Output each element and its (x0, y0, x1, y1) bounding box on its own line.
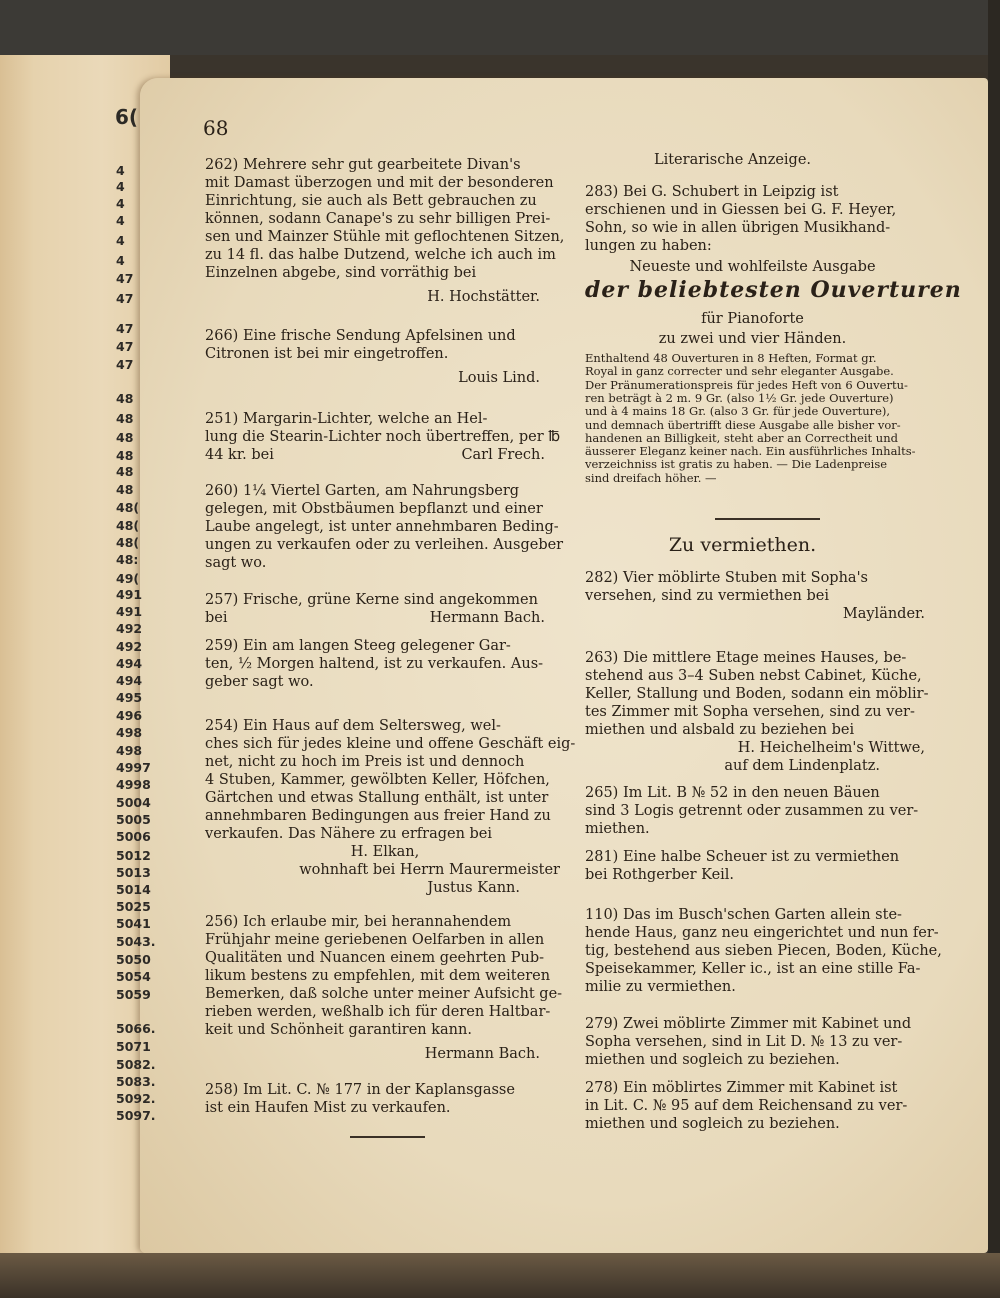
ad-title-line: zu zwei und vier Händen. (658, 331, 847, 347)
left-page-entry-number: 4998 (116, 777, 151, 792)
scan-background (0, 0, 1000, 55)
ad-signature: Mayländer. (842, 606, 925, 622)
left-page-entry-number: 498 (116, 725, 143, 740)
ad-text-line: Speisekammer, Keller ic., ist an eine stille Fa- (585, 961, 921, 977)
ad-small-text-line: sind dreifach höher. — (585, 470, 717, 485)
ad-text-line: milie zu vermiethen. (585, 979, 736, 995)
ad-title-line: für Pianoforte (701, 311, 804, 327)
left-page-entry-number: 5043. (116, 934, 156, 949)
ad-text-line: miethen und sogleich zu beziehen. (585, 1116, 840, 1132)
left-page-entry-number: 5059 (116, 987, 151, 1002)
ad-small-text-line: verzeichniss ist gratis zu haben. — Die Ladenpreise (585, 457, 888, 472)
ad-text-line: in Lit. C. № 95 auf dem Reichensand zu ver- (585, 1098, 908, 1114)
ad-text-line: ungen zu verkaufen oder zu verleihen. Ausgeber (205, 537, 564, 553)
ad-text-line: bei Rothgerber Keil. (585, 867, 735, 883)
ad-small-text-line: Royal in ganz correcter und sehr eleganter Ausgabe. (585, 364, 894, 379)
left-page-entry-number: 5025 (116, 899, 151, 914)
left-page-entry-number: 5083. (116, 1074, 156, 1089)
ad-text-line: erschienen und in Giessen bei G. F. Heyer, (585, 202, 897, 218)
left-page-entry-number: 5050 (116, 952, 151, 967)
ad-text-line: 257) Frische, grüne Kerne sind angekommen (205, 592, 538, 608)
left-page-entry-number: 5092. (116, 1091, 156, 1106)
left-page-entry-number: 48 (116, 464, 134, 479)
ad-signature: auf dem Lindenplatz. (724, 758, 880, 774)
ad-signature: H. Heichelheim's Wittwe, (737, 740, 925, 756)
ad-text-line: 265) Im Lit. B № 52 in den neuen Bäuen (585, 785, 880, 801)
ad-text-line: 4 Stuben, Kammer, gewölbten Keller, Höfchen, (205, 772, 550, 788)
ad-text-line: 262) Mehrere sehr gut gearbeitete Divan's (205, 157, 521, 173)
left-page-number: 6( (115, 105, 139, 129)
ad-text-line: 283) Bei G. Schubert in Leipzig ist (585, 184, 839, 200)
left-page-entry-number: 492 (116, 639, 143, 654)
ad-text-line: 254) Ein Haus auf dem Seltersweg, wel- (205, 718, 501, 734)
ad-small-text-line: ren beträgt à 2 m. 9 Gr. (also 1½ Gr. jede Ouverture) (585, 390, 894, 405)
left-page-entry-number: 5004 (116, 795, 151, 810)
left-page-entry-number: 491 (116, 604, 143, 619)
ad-text-line: rieben werden, weßhalb ich für deren Haltbar- (205, 1004, 551, 1020)
left-page-entry-number: 5013 (116, 865, 151, 880)
left-page-entry-number: 4 (116, 163, 125, 178)
ad-small-text-line: handenen an Billigkeit, steht aber an Correctheit und (585, 430, 898, 445)
ad-text-line: 281) Eine halbe Scheuer ist zu vermiethen (585, 849, 900, 865)
left-page-entry-number: 4 (116, 213, 125, 228)
ad-text-line: ches sich für jedes kleine und offene Geschäft eig- (205, 736, 576, 752)
section-heading: Literarische Anzeige. (653, 152, 812, 168)
left-page-entry-number: 492 (116, 621, 143, 636)
ad-text-line: Sopha versehen, sind in Lit D. № 13 zu ver- (585, 1034, 903, 1050)
left-page-entry-number: 5097. (116, 1108, 156, 1123)
ad-text-line: geber sagt wo. (205, 674, 314, 690)
ad-text-line: lung die Stearin-Lichter noch übertreffen, per ℔ (205, 429, 561, 445)
ad-text-line: gelegen, mit Obstbäumen bepflanzt und einer (205, 501, 543, 517)
ad-signature: Hermann Bach. (429, 610, 545, 626)
ad-signature: Louis Lind. (458, 370, 540, 386)
ad-text-line: 260) 1¼ Viertel Garten, am Nahrungsberg (205, 483, 520, 499)
ad-text-line: keit und Schönheit garantiren kann. (205, 1022, 472, 1038)
ad-small-text-line: Der Pränumerationspreis für jedes Heft von 6 Ouvertu- (585, 377, 908, 392)
ad-signature: H. Hochstätter. (427, 289, 540, 305)
ad-text-line: net, nicht zu hoch im Preis ist und dennoch (205, 754, 525, 770)
ad-text-line: Keller, Stallung und Boden, sodann ein möblir- (585, 686, 929, 702)
ad-text-line: miethen. (585, 821, 650, 837)
left-page-entry-number: 5006 (116, 829, 151, 844)
left-page-entry-number: 47 (116, 321, 134, 336)
left-page-entry-number: 48 (116, 448, 134, 463)
ad-small-text-line: und demnach übertrifft diese Ausgabe alle bisher vor- (585, 417, 901, 432)
left-page-entry-number: 47 (116, 271, 134, 286)
ad-text-line: tig, bestehend aus sieben Piecen, Boden, Küche, (585, 943, 942, 959)
left-page-entry-number: 48: (116, 552, 139, 567)
left-page-entry-number: 47 (116, 357, 134, 372)
ad-text-line: 266) Eine frische Sendung Apfelsinen und (205, 328, 516, 344)
ad-text-line: ten, ½ Morgen haltend, ist zu verkaufen. Aus- (205, 656, 544, 672)
left-page-entry-number: 48( (116, 518, 140, 533)
ad-text-line: Laube angelegt, ist unter annehmbaren Beding- (205, 519, 559, 535)
left-page-entry-number: 47 (116, 339, 134, 354)
left-page-entry-number: 5071 (116, 1039, 151, 1054)
ad-text-line: miethen und sogleich zu beziehen. (585, 1052, 840, 1068)
ad-text-line: Bemerken, daß solche unter meiner Aufsicht ge- (205, 986, 563, 1002)
ad-text-line: können, sodann Canape's zu sehr billigen Prei- (205, 211, 551, 227)
left-page-entry-number: 48( (116, 535, 140, 550)
left-page-entry-number: 5082. (116, 1057, 156, 1072)
ad-text-line: 44 kr. bei (205, 447, 274, 463)
ad-signature: wohnhaft bei Herrn Maurermeister (299, 862, 560, 878)
left-page-entry-number: 5054 (116, 969, 151, 984)
ad-text-line: 251) Margarin-Lichter, welche an Hel- (205, 411, 488, 427)
ad-text-line: Frühjahr meine geriebenen Oelfarben in allen (205, 932, 545, 948)
left-page-entry-number: 4 (116, 233, 125, 248)
divider-rule (715, 518, 820, 520)
ad-signature: Justus Kann. (427, 880, 520, 896)
scan-edge (988, 0, 1000, 1298)
ad-text-line: zu 14 fl. das halbe Dutzend, welche ich auch im (205, 247, 556, 263)
left-page-entry-number: 498 (116, 743, 143, 758)
ad-text-line: 110) Das im Busch'schen Garten allein ste- (585, 907, 902, 923)
ad-text-line: 256) Ich erlaube mir, bei herannahendem (205, 914, 512, 930)
scan-bottom-edge (0, 1253, 1000, 1298)
left-page-entry-number: 4 (116, 196, 125, 211)
ad-text-line: stehend aus 3–4 Suben nebst Cabinet, Küche, (585, 668, 922, 684)
left-page-entry-number: 48( (116, 500, 140, 515)
ad-text-line: hende Haus, ganz neu eingerichtet und nun fer- (585, 925, 939, 941)
left-page-entry-number: 5005 (116, 812, 151, 827)
ad-text-line: 258) Im Lit. C. № 177 in der Kaplansgasse (205, 1082, 515, 1098)
section-heading: Zu vermiethen. (668, 534, 817, 556)
ad-small-text-line: äusserer Eleganz keiner nach. Ein ausführliches Inhalts- (585, 444, 916, 459)
left-page-entry-number: 48 (116, 430, 134, 445)
divider-rule (350, 1136, 425, 1138)
ad-text-line: annehmbaren Bedingungen aus freier Hand zu (205, 808, 551, 824)
ad-text-line: Qualitäten und Nuancen einem geehrten Pub- (205, 950, 545, 966)
left-page-entry-number: 5066. (116, 1021, 156, 1036)
ad-small-text-line: Enthaltend 48 Ouverturen in 8 Heften, Format gr. (585, 351, 877, 365)
left-page-entry-number: 47 (116, 291, 134, 306)
left-page-entry-number: 5012 (116, 848, 151, 863)
left-page-entry-number: 494 (116, 656, 143, 671)
left-page-entry-number: 4 (116, 179, 125, 194)
ad-small-text-line: und à 4 mains 18 Gr. (also 3 Gr. für jede Ouverture), (585, 404, 891, 419)
ad-text-line: lungen zu haben: (585, 238, 712, 254)
ad-text-line: versehen, sind zu vermiethen bei (585, 588, 829, 604)
left-page-entry-number: 5014 (116, 882, 151, 897)
left-page-entry-number: 49( (116, 571, 140, 586)
left-page-entry-number: 491 (116, 587, 143, 602)
left-page-entry-number: 5041 (116, 916, 151, 931)
ad-text-line: sind 3 Logis getrennt oder zusammen zu ver- (585, 803, 919, 819)
ad-text-line: sen und Mainzer Stühle mit geflochtenen Sitzen, (205, 229, 565, 245)
left-page-entry-number: 496 (116, 708, 143, 723)
left-page-entry-number: 4 (116, 253, 125, 268)
ad-signature: Hermann Bach. (424, 1046, 540, 1062)
left-page-entry-number: 495 (116, 690, 143, 705)
left-page-entry-number: 48 (116, 482, 134, 497)
ad-signature: H. Elkan, (350, 844, 420, 860)
left-page-entry-number: 494 (116, 673, 143, 688)
ad-text-line: tes Zimmer mit Sopha versehen, sind zu ver- (585, 704, 915, 720)
ad-subtitle: Neueste und wohlfeilste Ausgabe (629, 259, 876, 275)
ad-text-line: Einzelnen abgebe, sind vorräthig bei (205, 265, 477, 281)
ad-text-line: 278) Ein möblirtes Zimmer mit Kabinet ist (585, 1080, 898, 1096)
ad-signature: Carl Frech. (461, 447, 545, 463)
ad-text-line: Einrichtung, sie auch als Bett gebrauchen zu (205, 193, 537, 209)
ad-text-line: 259) Ein am langen Steeg gelegener Gar- (205, 638, 511, 654)
ad-text-line: 263) Die mittlere Etage meines Hauses, be- (585, 650, 907, 666)
ad-text-line: bei (205, 610, 228, 626)
ad-text-line: likum bestens zu empfehlen, mit dem weiteren (205, 968, 551, 984)
left-page-entry-number: 48 (116, 391, 134, 406)
ad-text-line: Sohn, so wie in allen übrigen Musikhand- (585, 220, 891, 236)
ad-text-line: Gärtchen und etwas Stallung enthält, ist unter (205, 790, 549, 806)
ad-text-line: ist ein Haufen Mist zu verkaufen. (205, 1100, 451, 1116)
ad-text-line: Citronen ist bei mir eingetroffen. (205, 346, 449, 362)
ad-text-line: sagt wo. (205, 555, 267, 571)
page-number: 68 (203, 116, 229, 140)
left-page-entry-number: 4997 (116, 760, 151, 775)
ad-text-line: 282) Vier möblirte Stuben mit Sopha's (585, 570, 868, 586)
ad-text-line: verkaufen. Das Nähere zu erfragen bei (205, 826, 493, 842)
ad-title: der beliebtesten Ouverturen (585, 277, 962, 303)
left-page-entry-number: 48 (116, 411, 134, 426)
ad-text-line: mit Damast überzogen und mit der besonderen (205, 175, 554, 191)
ad-text-line: miethen und alsbald zu beziehen bei (585, 722, 855, 738)
ad-text-line: 279) Zwei möblirte Zimmer mit Kabinet und (585, 1016, 912, 1032)
